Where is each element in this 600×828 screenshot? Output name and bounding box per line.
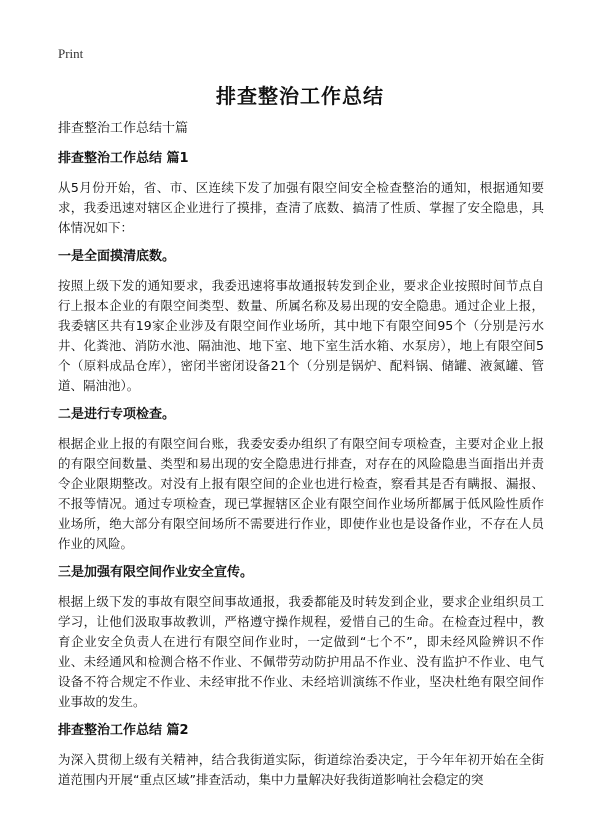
subheading-2: 二是进行专项检查。: [58, 407, 176, 422]
paragraph: 根据上级下发的事故有限空间事故通报，我委都能及时转发到企业，要求企业组织员工学习，让他们汲取事故教训，严格遵守操作规程，爱惜自己的生命。在检查过程中，教育企业安全负责人在进行有限空间作业时，一定做到“七个不”，即未经风险辨识不作业、未经通风和检测合格不作业、不佩带劳动防护用品不作业、没有监护不作业、电气设备不符合规定不作业、未经审批不作业、未经培训演练不作业，坚决杜绝有限空间作业事故的发生。: [58, 594, 544, 709]
subheading-1: 一是全面摸清底数。: [58, 249, 176, 264]
document-body: [58, 118, 544, 798]
print-link[interactable]: Print: [58, 46, 84, 61]
subheading-3: 三是加强有限空间作业安全宣传。: [58, 565, 254, 580]
paragraph: 为深入贯彻上级有关精神，结合我街道实际，街道综治委决定，于今年年初开始在全街道范围内开展“重点区域”排查活动，集中力量解决好我街道影响社会稳定的突: [58, 752, 544, 787]
paragraph: 从5月份开始，省、市、区连续下发了加强有限空间安全检查整治的通知，根据通知要求，我委迅速对辖区企业进行了摸排，查清了底数、搞清了性质、掌握了安全隐患，具体情况如下：: [58, 180, 544, 235]
paragraph: 按照上级下发的通知要求，我委迅速将事故通报转发到企业，要求企业按照时间节点自行上报本企业的有限空间类型、数量、所属名称及易出现的安全隐患。通过企业上报，我委辖区共有19家企业涉及有限空间作业场所，其中地下有限空间95个（分别是污水井、化粪池、消防水池、隔油池、地下室、地下室生活水箱、水泵房），地上有限空间5个（原料成品仓库），密闭半密闭设备21个（分别是锅炉、配料锅、储罐、液氮罐、管道、隔油池）。: [58, 278, 544, 393]
document-subtitle: 排查整治工作总结十篇: [58, 121, 189, 136]
section-heading-2: 排查整治工作总结 篇2: [58, 723, 189, 738]
section-heading-1: 排查整治工作总结 篇1: [58, 151, 189, 166]
paragraph: 根据企业上报的有限空间台账，我委安委办组织了有限空间专项检查，主要对企业上报的有限空间数量、类型和易出现的安全隐患进行排查，对存在的风险隐患当面指出并责令企业限期整改。对没有上报有限空间的企业也进行检查，察看其是否有瞒报、漏报、不报等情况。通过专项检查，现已掌握辖区企业有限空间作业场所都属于低风险性质作业场所，绝大部分有限空间场所不需要进行作业，即使作业也是设备作业，不存在人员作业的风险。: [58, 436, 544, 551]
document-title: 排查整治工作总结: [216, 84, 384, 108]
